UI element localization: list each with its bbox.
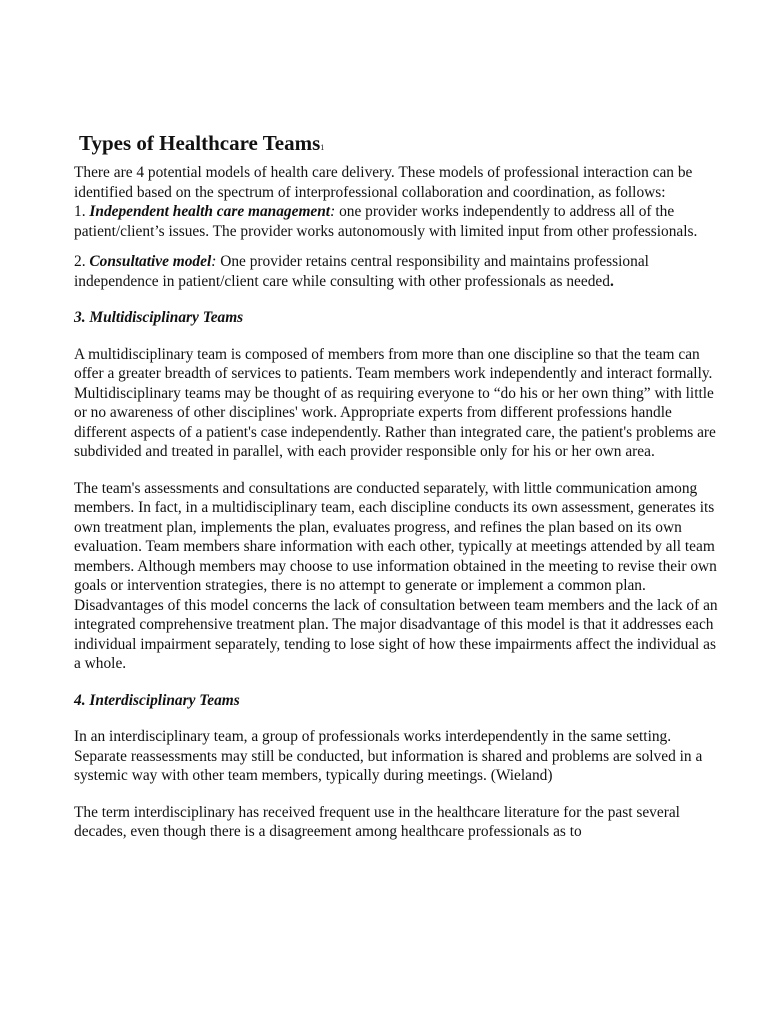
model-item-1-text: one provider works independently to address all of the patient/client’s issues. The provider works autonomously with limited input from other professionals. bbox=[74, 203, 698, 240]
footnote-marker: 1 bbox=[320, 143, 325, 152]
model-item-2-term: Consultative model bbox=[89, 253, 212, 270]
model-item-1-colon: : bbox=[330, 203, 336, 220]
section-3-heading: 3. Multidisciplinary Teams bbox=[74, 309, 244, 326]
model-item-2-number: 2. bbox=[74, 253, 90, 270]
section-3-paragraph-1: A multidisciplinary team is composed of members from more than one discipline so that the team can offer a greater breadth of services to patients. Team members work independently and interact formally. Multidisciplinary teams may be thought of as requiring everyone to “do his or her own thing” with little or no awareness of other disciplines' work. Appropriate experts from different professions handle different aspects of a patient's case independently. Rather than integrated care, the patient's problems are subdivided and treated in parallel, with each provider responsible only for his or her own area. bbox=[74, 345, 716, 460]
model-item-2 bbox=[74, 252, 724, 291]
model-item-2-end: . bbox=[609, 272, 614, 290]
model-item-2-colon: : bbox=[211, 253, 217, 270]
model-item-1-term: Independent health care management bbox=[89, 203, 331, 220]
document-page bbox=[74, 128, 724, 842]
section-4-heading: 4. Interdisciplinary Teams bbox=[74, 691, 240, 709]
page-title bbox=[79, 128, 724, 163]
model-item-1 bbox=[74, 202, 724, 241]
section-3-paragraph-2: The team's assessments and consultations are conducted separately, with little communication among members. In fact, in a multidisciplinary team, each discipline conducts its own assessment, generates its own treatment plan, implements the plan, evaluates progress, and refines the plan based on its own evaluation. Team members share information with each other, typically at meetings attended by all team members. Although members may choose to use information obtained in the meeting to revise their own goals or intervention strategies, there is no attempt to generate or implement a common plan. Disadvantages of this model concerns the lack of consultation between team members and the lack of an integrated comprehensive treatment plan. The major disadvantage of this model is that it addresses each individual impairment separately, tending to lose sight of how these impairments affect the individual as a whole. bbox=[74, 479, 718, 672]
intro-paragraph: There are 4 potential models of health care delivery. These models of professional interaction can be identified based on the spectrum of interprofessional collaboration and coordination, as follows: bbox=[74, 164, 693, 201]
page-title-text: Types of Healthcare Teams bbox=[79, 131, 321, 155]
model-item-1-number: 1. bbox=[74, 203, 90, 220]
model-item-2-text: One provider retains central responsibility and maintains professional independence in patient/client care while consulting with other professionals as needed bbox=[74, 253, 649, 290]
section-4-paragraph-2: The term interdisciplinary has received frequent use in the healthcare literature for the past several decades, even though there is a disagreement among healthcare professionals as to bbox=[74, 803, 680, 840]
section-4-paragraph-1: In an interdisciplinary team, a group of professionals works interdependently in the same setting. Separate reassessments may still be conducted, but information is shared and problems are solved in a systemic way with other team members, typically during meetings. (Wieland) bbox=[74, 728, 703, 784]
